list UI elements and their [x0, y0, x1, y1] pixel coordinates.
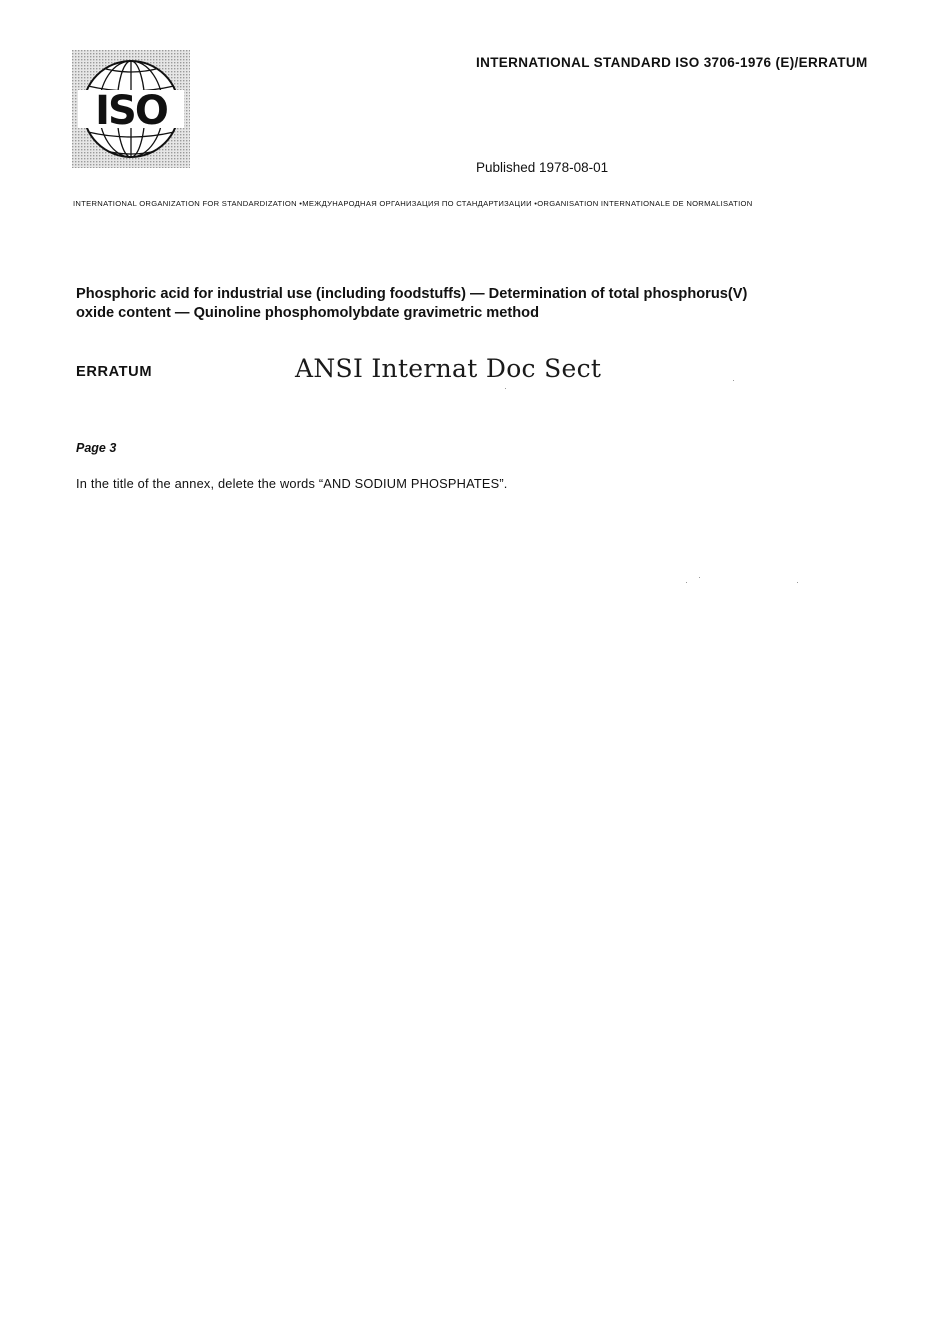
publication-date: Published 1978-08-01 — [476, 160, 609, 175]
organization-line: INTERNATIONAL ORGANIZATION FOR STANDARDIZATION •МЕЖДУНАРОДНАЯ ОРГАНИЗАЦИЯ ПО СТАНДАРТИЗАЦИИ •ORGANISATION INTERNATIONALE DE NORMALISATION — [73, 199, 753, 208]
scan-speck — [505, 388, 506, 389]
document-title-line-2: oxide content — Quinoline phosphomolybdate gravimetric method — [76, 305, 539, 321]
iso-logo-text: ISO — [95, 88, 167, 134]
document-title — [76, 285, 836, 323]
correction-text: In the title of the annex, delete the words “AND SODIUM PHOSPHATES”. — [76, 476, 508, 491]
iso-logo — [72, 50, 190, 168]
page-reference: Page 3 — [76, 441, 117, 455]
scan-speck — [699, 577, 700, 578]
scan-speck — [733, 380, 734, 381]
ansi-stamp: ANSI Internat Doc Sect — [295, 354, 602, 383]
iso-globe-icon — [72, 50, 190, 168]
standard-number: INTERNATIONAL STANDARD ISO 3706-1976 (E)/ERRATUM — [476, 55, 868, 70]
document-title-line-1: Phosphoric acid for industrial use (including foodstuffs) — Determination of total phosphorus(V) — [76, 286, 748, 302]
scan-speck — [797, 582, 798, 583]
scan-speck — [686, 582, 687, 583]
erratum-label: ERRATUM — [76, 364, 153, 380]
